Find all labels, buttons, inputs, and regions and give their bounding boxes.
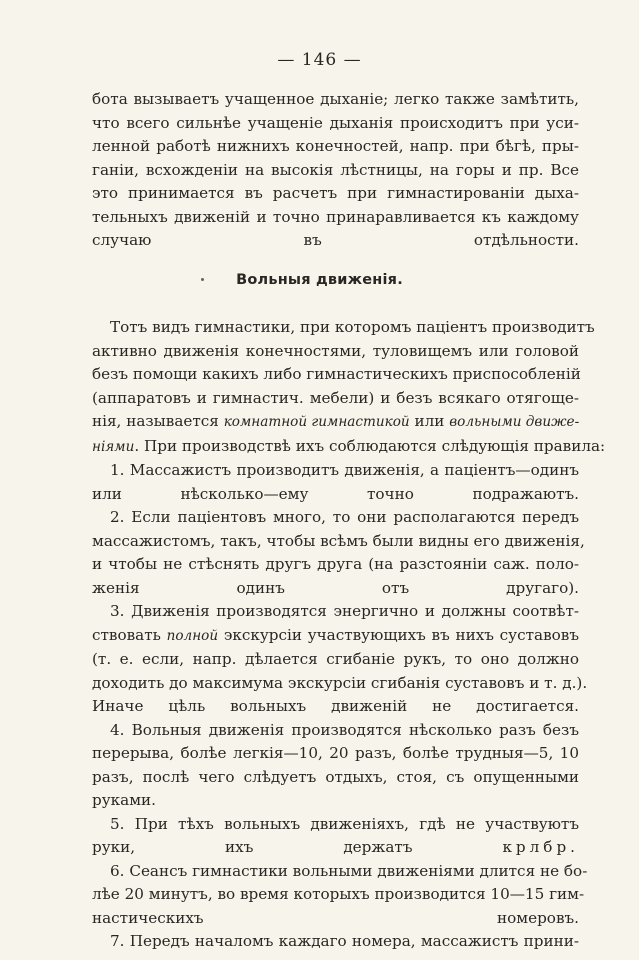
text-line: тельныхъ движеній и точно принаравливается къ каждому: [92, 207, 579, 226]
text-run: экскурсіи участвующихъ въ нихъ суставовъ: [218, 625, 579, 644]
text-run: или: [409, 412, 450, 430]
rule-line: 3. Движенія производятся энергично и должны соотвѣт-: [110, 602, 579, 620]
italic-term: полной: [166, 627, 219, 644]
rule-line: доходить до максимума экскурсіи сгибанія суставовъ и т. д.).: [92, 673, 588, 692]
italic-term: вольными движе-: [449, 414, 580, 430]
rule-line: [92, 836, 579, 860]
rule-line: и чтобы не стѣснять другъ друга (на разстояніи саж. поло-: [92, 555, 579, 573]
text-line: активно движенія конечностями, туловищемъ или головой: [92, 341, 579, 360]
text-line: Тотъ видъ гимнастики, при которомъ паціентъ производитъ: [110, 318, 595, 336]
rule-line: или нѣсколько—ему точно подражаютъ.: [92, 484, 579, 503]
rule-line: женія одинъ отъ другаго).: [92, 578, 579, 597]
text-line: (аппаратовъ и гимнастич. мебели) и безъ всякаго отягоще-: [92, 388, 579, 407]
text-line: [92, 410, 579, 435]
text-line: случаю въ отдѣльности.: [92, 231, 579, 249]
rule-line: перерыва, болѣе легкія—10, 20 разъ, болѣе трудныя—5, 10: [92, 744, 579, 762]
rule-line: массажистомъ, такъ, чтобы всѣмъ были видны его движенія,: [92, 531, 585, 550]
rule-line: руками.: [92, 791, 156, 809]
rule-line: настическихъ номеровъ.: [92, 908, 579, 927]
section-body: [92, 316, 606, 954]
text-line: безъ помощи какихъ либо гимнастическихъ приспособленій: [92, 365, 581, 383]
text-run: руки, ихъ держатъ: [92, 838, 503, 856]
rule-line: [92, 624, 579, 649]
text-run: нія, называется: [92, 412, 224, 430]
rule-line: 1. Массажистъ производитъ движенія, а паціентъ—одинъ: [110, 461, 579, 479]
rule-line: 4. Вольныя движенія производятся нѣсколько разъ безъ: [110, 720, 579, 739]
text-run: . При производствѣ ихъ соблюдаются слѣдующія правила:: [134, 436, 606, 455]
page-number: — 146 —: [277, 50, 362, 70]
italic-term: комнатной гимнастикой: [223, 414, 410, 430]
abbreviation: крлбр.: [502, 838, 579, 856]
text-line: бота вызываетъ учащенное дыханіе; легко также замѣтить,: [92, 90, 579, 108]
rule-line: 2. Если паціентовъ много, то они располагаются передъ: [110, 508, 579, 526]
text-line: это принимается въ расчетъ при гимнастированіи дыха-: [92, 184, 579, 202]
text-line: ганіи, всхожденіи на высокія лѣстницы, на горы и пр. Все: [92, 160, 579, 179]
italic-term: ніями: [92, 438, 135, 455]
text-line: ленной работѣ нижнихъ конечностей, напр. при бѣгѣ, пры-: [92, 137, 579, 155]
text-line: что всего сильнѣе учащеніе дыханія происходитъ при уси-: [92, 113, 579, 132]
rule-line: (т. е. если, напр. дѣлается сгибаніе рукъ, то оно должно: [92, 650, 579, 668]
section-heading: Вольныя движенія.: [236, 272, 403, 288]
rule-line: лѣе 20 минутъ, во время которыхъ производится 10—15 гим-: [92, 885, 585, 903]
rule-line: Иначе цѣль вольныхъ движеній не достигается.: [92, 697, 579, 715]
rule-line: 6. Сеансъ гимнастики вольными движеніями длится не бо-: [110, 861, 588, 880]
rule-line: 5. При тѣхъ вольныхъ движеніяхъ, гдѣ не участвуютъ: [110, 814, 579, 833]
paragraph-continuation: [92, 88, 579, 253]
text-line: [92, 435, 606, 460]
text-run: ствовать: [92, 625, 167, 644]
rule-line: 7. Передъ началомъ каждаго номера, массажистъ прини-: [110, 932, 579, 950]
rule-line: разъ, послѣ чего слѣдуетъ отдыхъ, стоя, съ опущенными: [92, 767, 579, 786]
